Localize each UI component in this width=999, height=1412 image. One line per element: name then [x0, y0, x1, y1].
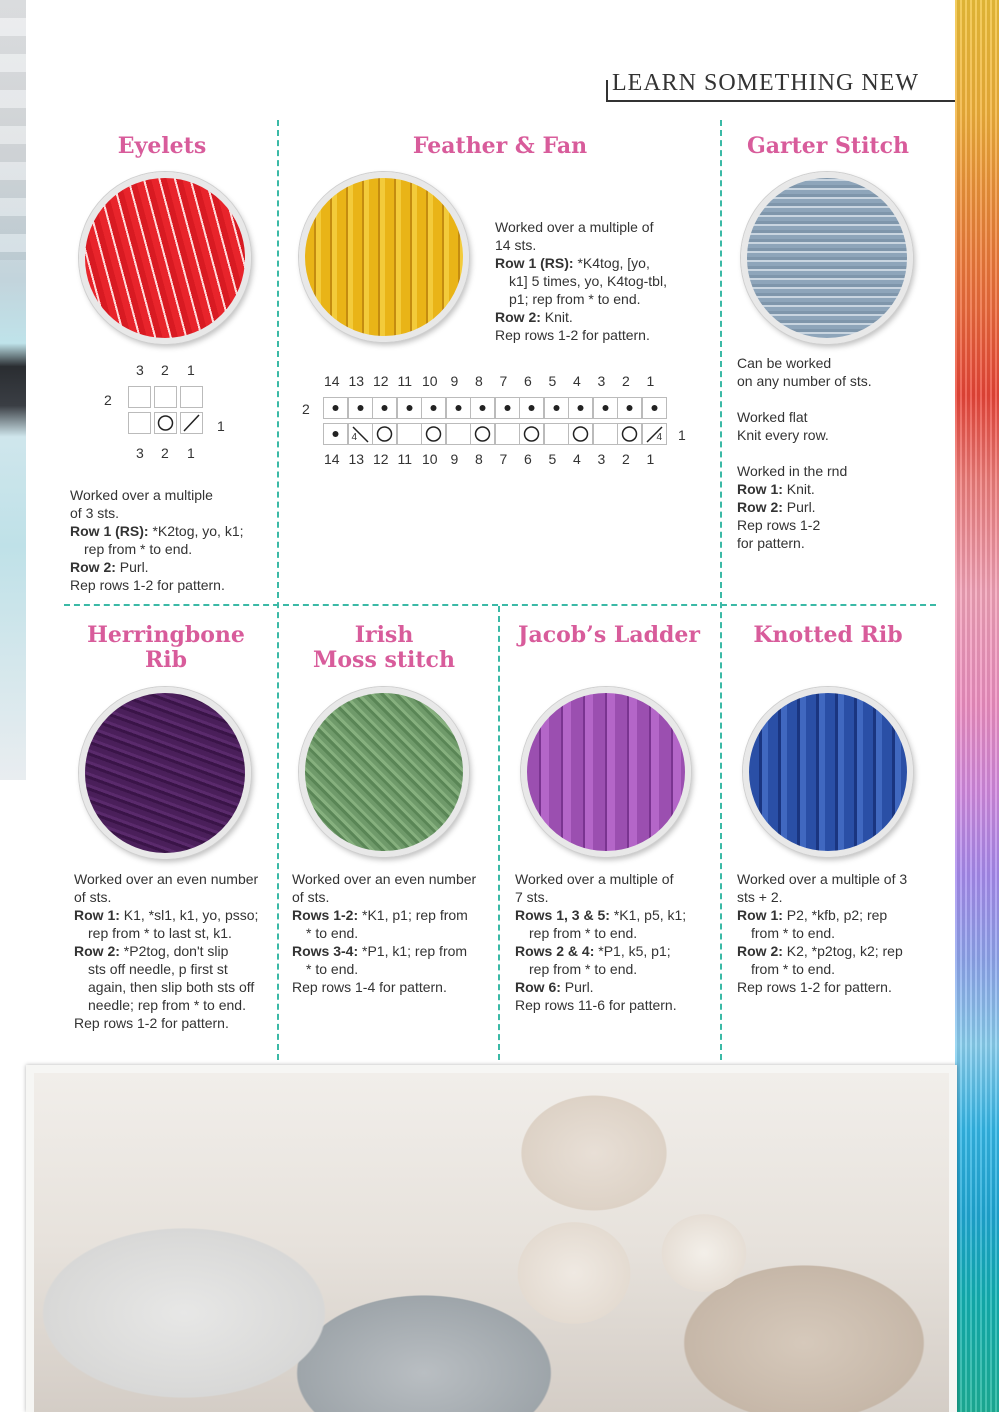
- header-rule-tick: [606, 80, 608, 102]
- chart-cell-yo: [421, 423, 446, 445]
- row-label: Row 1 (RS):: [70, 523, 149, 539]
- chart-top-number: 3: [597, 373, 606, 389]
- purl-dot-icon: [373, 398, 396, 418]
- chart-cell: [128, 386, 151, 408]
- instruction-line: 14 sts.: [495, 237, 537, 253]
- jacobs-ladder-swatch: [521, 687, 691, 857]
- chart-cell-knit-ws: [568, 397, 593, 419]
- divider-vertical-3: [498, 606, 500, 1060]
- k2tog-icon: [181, 413, 202, 433]
- chart-subscript: 4: [656, 432, 663, 443]
- instruction-line: Worked in the rnd: [737, 463, 848, 479]
- instruction-line: needle; rep from * to end.: [88, 997, 246, 1013]
- purl-dot-icon: [643, 398, 666, 418]
- chart-symbol-icon: [618, 424, 641, 444]
- chart-bottom-number: 6: [524, 451, 532, 467]
- row-text: K2, *p2tog, k2; rep: [786, 943, 903, 959]
- chart-bottom-number: 8: [475, 451, 483, 467]
- chart-cell: [128, 412, 151, 434]
- row-text: *K1, p1; rep from: [362, 907, 468, 923]
- chart-bottom-number: 10: [422, 451, 438, 467]
- chart-bottom-number: 12: [373, 451, 389, 467]
- instruction-line: Worked over a multiple: [70, 487, 213, 503]
- purl-dot-icon: [398, 398, 421, 418]
- instruction-row: [292, 906, 497, 924]
- chart-cell-knit-ws: [348, 397, 373, 419]
- chart-top-number: 13: [348, 373, 365, 389]
- instruction-row: [515, 906, 720, 924]
- garter-stitch-title: Garter Stitch: [746, 133, 909, 159]
- purl-dot-icon: [496, 398, 519, 418]
- chart-subscript: 4: [351, 432, 358, 443]
- irish-moss-title: [286, 623, 482, 673]
- herringbone-rib-swatch: [79, 687, 251, 859]
- instruction-row: [515, 942, 720, 960]
- chart-symbol-icon: [422, 424, 445, 444]
- row-label: Row 1:: [737, 481, 783, 497]
- instruction-line: * to end.: [306, 961, 359, 977]
- chart-symbol-icon: [324, 424, 347, 444]
- section-header: LEARN SOMETHING NEW: [612, 70, 919, 96]
- instruction-row: [737, 480, 937, 498]
- instruction-line: of sts.: [292, 889, 330, 905]
- row-label: Rows 1-2:: [292, 907, 359, 923]
- chart-top-number: 1: [187, 362, 195, 378]
- instruction-line: Rep rows 11-6 for pattern.: [515, 997, 677, 1013]
- chart-cell-purl: [323, 423, 348, 445]
- title-line: Rib: [144, 647, 188, 673]
- instruction-line: rep from * to end.: [529, 925, 638, 941]
- instruction-line: Worked flat: [737, 409, 808, 425]
- chart-cell-knit-ws: [323, 397, 348, 419]
- chart-top-number: 11: [397, 373, 413, 389]
- row-text: *P1, k5, p1;: [598, 943, 671, 959]
- row-label: Row 1:: [74, 907, 120, 923]
- instruction-line: Worked over a multiple of: [495, 219, 654, 235]
- chart-cell-knit: [446, 423, 471, 445]
- jacobs-ladder-instructions: [515, 870, 720, 1014]
- chart-cell-knit-ws: [470, 397, 495, 419]
- chart-bottom-number: 13: [348, 451, 365, 467]
- instruction-line: Can be worked: [737, 355, 832, 371]
- chart-bottom-number: 11: [397, 451, 413, 467]
- chart-bottom-number: 5: [548, 451, 557, 467]
- instruction-line: rep from * to end.: [529, 961, 638, 977]
- chart-top-number: 2: [622, 373, 630, 389]
- row-text: *P2tog, don't slip: [123, 943, 229, 959]
- chart-top-number: 3: [136, 362, 144, 378]
- instruction-line: Rep rows 1-2 for pattern.: [495, 327, 650, 343]
- instruction-line: * to end.: [306, 925, 359, 941]
- chart-cell-knit-ws: [495, 397, 520, 419]
- instruction-line: Rep rows 1-2 for pattern.: [737, 979, 892, 995]
- chart-cell: [154, 386, 177, 408]
- instruction-line: Knit every row.: [737, 427, 829, 443]
- purl-dot-icon: [447, 398, 470, 418]
- row-label: Row 2:: [737, 499, 783, 515]
- instruction-row: [74, 942, 274, 960]
- row-label: Row 1:: [737, 907, 783, 923]
- instruction-line: k1] 5 times, yo, K4tog-tbl,: [509, 273, 667, 289]
- chart-top-number: 1: [646, 373, 655, 389]
- chart-row-label: 2: [104, 392, 112, 408]
- chart-symbol-icon: [520, 424, 543, 444]
- garter-stitch-instructions: [737, 354, 937, 552]
- instruction-line: Rep rows 1-2: [737, 517, 821, 533]
- chart-symbol-icon: [398, 424, 421, 444]
- chart-cell-knit-ws: [397, 397, 422, 419]
- instruction-line: Rep rows 1-4 for pattern.: [292, 979, 447, 995]
- divider-horizontal: [64, 604, 936, 606]
- row-text: Purl.: [564, 979, 594, 995]
- chart-top-number: 12: [373, 373, 389, 389]
- instruction-row: [737, 906, 947, 924]
- instruction-line: from * to end.: [751, 961, 836, 977]
- purl-dot-icon: [520, 398, 543, 418]
- instruction-line: sts + 2.: [737, 889, 783, 905]
- chart-row-label: 1: [217, 418, 225, 434]
- chart-top-number: 7: [499, 373, 508, 389]
- purl-dot-icon: [569, 398, 592, 418]
- instruction-row: [495, 254, 715, 272]
- row-text: Knit.: [544, 309, 573, 325]
- row-text: P2, *kfb, p2; rep: [786, 907, 888, 923]
- row-label: Row 2:: [74, 943, 120, 959]
- chart-symbol-icon: [471, 424, 494, 444]
- row-label: Row 2:: [70, 559, 116, 575]
- purl-dot-icon: [545, 398, 568, 418]
- irish-moss-swatch: [299, 687, 469, 857]
- row-label: Rows 2 & 4:: [515, 943, 595, 959]
- feather-fan-swatch: [299, 172, 469, 342]
- chart-cell-yo: [519, 423, 544, 445]
- chart-cell-knit: [593, 423, 618, 445]
- instruction-line: 7 sts.: [515, 889, 549, 905]
- chart-bottom-number: 4: [573, 451, 581, 467]
- eyelets-swatch: [79, 172, 251, 344]
- purl-dot-icon: [471, 398, 494, 418]
- chart-cell-knit-ws: [519, 397, 544, 419]
- instruction-line: of sts.: [74, 889, 112, 905]
- chart-cell-knit-ws: [446, 397, 471, 419]
- garter-stitch-swatch: [741, 172, 913, 344]
- chart-top-number: 5: [548, 373, 557, 389]
- eyelets-title: Eyelets: [117, 133, 207, 159]
- chart-top-number: 14: [324, 373, 340, 389]
- purl-dot-icon: [349, 398, 372, 418]
- chart-bottom-number: 9: [450, 451, 459, 467]
- feather-fan-instructions: [495, 218, 715, 344]
- chart-cell-k4tog-tbl: [348, 423, 373, 445]
- yarn-balls-photo: [26, 1065, 957, 1412]
- chart-bottom-number: 3: [597, 451, 606, 467]
- row-text: *K2tog, yo, k1;: [152, 523, 244, 539]
- chart-cell-k2tog: [180, 412, 203, 434]
- chart-cell-knit: [397, 423, 422, 445]
- chart-top-number: 9: [450, 373, 459, 389]
- instruction-line: sts off needle, p first st: [88, 961, 228, 977]
- chart-symbol-icon: [594, 424, 617, 444]
- row-label: Row 1 (RS):: [495, 255, 574, 271]
- chart-top-number: 6: [524, 373, 532, 389]
- chart-cell-yo: [372, 423, 397, 445]
- knotted-rib-instructions: [737, 870, 947, 996]
- chart-symbol-icon: [496, 424, 519, 444]
- chart-top-number: 10: [422, 373, 438, 389]
- chart-top-number: 8: [475, 373, 483, 389]
- purl-dot-icon: [618, 398, 641, 418]
- chart-cell-knit-ws: [617, 397, 642, 419]
- row-text: Purl.: [786, 499, 816, 515]
- knotted-rib-swatch: [743, 687, 913, 857]
- chart-top-number: 2: [161, 362, 169, 378]
- row-label: Row 2:: [495, 309, 541, 325]
- instruction-line: Worked over an even number: [74, 871, 259, 887]
- chart-bottom-number: 2: [622, 451, 630, 467]
- chart-cell-k4tog: [642, 423, 667, 445]
- instruction-row: [70, 522, 275, 540]
- row-text: *P1, k1; rep from: [362, 943, 468, 959]
- title-line: Moss stitch: [313, 647, 455, 673]
- chart-bottom-number: 3: [136, 445, 144, 461]
- row-label: Rows 1, 3 & 5:: [515, 907, 610, 923]
- chart-row-label: 1: [678, 427, 686, 443]
- instruction-line: rep from * to end.: [84, 541, 193, 557]
- instruction-line: of 3 sts.: [70, 505, 120, 521]
- chart-row-label: 2: [302, 401, 310, 417]
- chart-cell: [180, 386, 203, 408]
- instruction-line: from * to end.: [751, 925, 836, 941]
- yarn-over-icon: [155, 413, 176, 433]
- instruction-row: [515, 978, 720, 996]
- instruction-line: p1; rep from * to end.: [509, 291, 641, 307]
- eyelets-instructions: [70, 486, 275, 594]
- jacobs-ladder-title: Jacob’s Ladder: [518, 622, 700, 648]
- laptop-photo-edge: [0, 0, 26, 780]
- row-text: *K4tog, [yo,: [577, 255, 650, 271]
- chart-symbol-icon: [545, 424, 568, 444]
- yarn-balls-photo-image: [34, 1073, 949, 1412]
- purl-dot-icon: [324, 398, 347, 418]
- chart-bottom-number: 2: [161, 445, 169, 461]
- chart-bottom-number: 14: [324, 451, 340, 467]
- row-text: Purl.: [119, 559, 149, 575]
- chart-cell-knit-ws: [544, 397, 569, 419]
- instruction-line: rep from * to last st, k1.: [88, 925, 232, 941]
- chart-symbol-icon: [569, 424, 592, 444]
- irish-moss-instructions: [292, 870, 497, 996]
- instruction-line: Worked over a multiple of 3: [737, 871, 908, 887]
- herringbone-rib-instructions: [74, 870, 274, 1032]
- feather-fan-title: Feather & Fan: [412, 133, 588, 159]
- instruction-line: Worked over an even number: [292, 871, 477, 887]
- instruction-line: again, then slip both sts off: [88, 979, 255, 995]
- chart-cell-yo: [154, 412, 177, 434]
- row-label: Rows 3-4:: [292, 943, 359, 959]
- instruction-line: for pattern.: [737, 535, 805, 551]
- row-text: Knit.: [786, 481, 815, 497]
- row-label: Row 6:: [515, 979, 561, 995]
- chart-cell-yo: [470, 423, 495, 445]
- instruction-line: on any number of sts.: [737, 373, 872, 389]
- title-line: Herringbone: [87, 622, 245, 648]
- row-text: *K1, p5, k1;: [613, 907, 687, 923]
- purl-dot-icon: [422, 398, 445, 418]
- title-line: Irish: [354, 622, 414, 648]
- knotted-rib-title: Knotted Rib: [753, 622, 903, 648]
- divider-vertical-2: [720, 120, 722, 1060]
- chart-top-number: 4: [573, 373, 581, 389]
- yarn-photo-edge: [955, 0, 999, 1412]
- chart-cell-yo: [617, 423, 642, 445]
- chart-cell-knit-ws: [372, 397, 397, 419]
- instruction-line: Rep rows 1-2 for pattern.: [74, 1015, 229, 1031]
- chart-bottom-number: 1: [646, 451, 655, 467]
- chart-cell-yo: [568, 423, 593, 445]
- chart-bottom-number: 1: [187, 445, 195, 461]
- chart-cell-knit-ws: [642, 397, 667, 419]
- row-label: Row 2:: [737, 943, 783, 959]
- instruction-row: [737, 498, 937, 516]
- instruction-row: [70, 558, 275, 576]
- instruction-line: Worked over a multiple of: [515, 871, 674, 887]
- header-rule: [606, 100, 955, 102]
- chart-symbol-icon: [447, 424, 470, 444]
- instruction-row: [74, 906, 274, 924]
- instruction-row: [292, 942, 497, 960]
- herringbone-rib-title: [66, 623, 266, 673]
- chart-cell-knit: [495, 423, 520, 445]
- chart-cell-knit-ws: [421, 397, 446, 419]
- chart-symbol-icon: [373, 424, 396, 444]
- row-text: K1, *sl1, k1, yo, psso;: [123, 907, 259, 923]
- chart-cell-knit: [544, 423, 569, 445]
- instruction-line: Rep rows 1-2 for pattern.: [70, 577, 225, 593]
- divider-vertical-1: [277, 120, 279, 1060]
- chart-bottom-number: 7: [499, 451, 508, 467]
- chart-cell-knit-ws: [593, 397, 618, 419]
- instruction-row: [495, 308, 715, 326]
- purl-dot-icon: [594, 398, 617, 418]
- instruction-row: [737, 942, 947, 960]
